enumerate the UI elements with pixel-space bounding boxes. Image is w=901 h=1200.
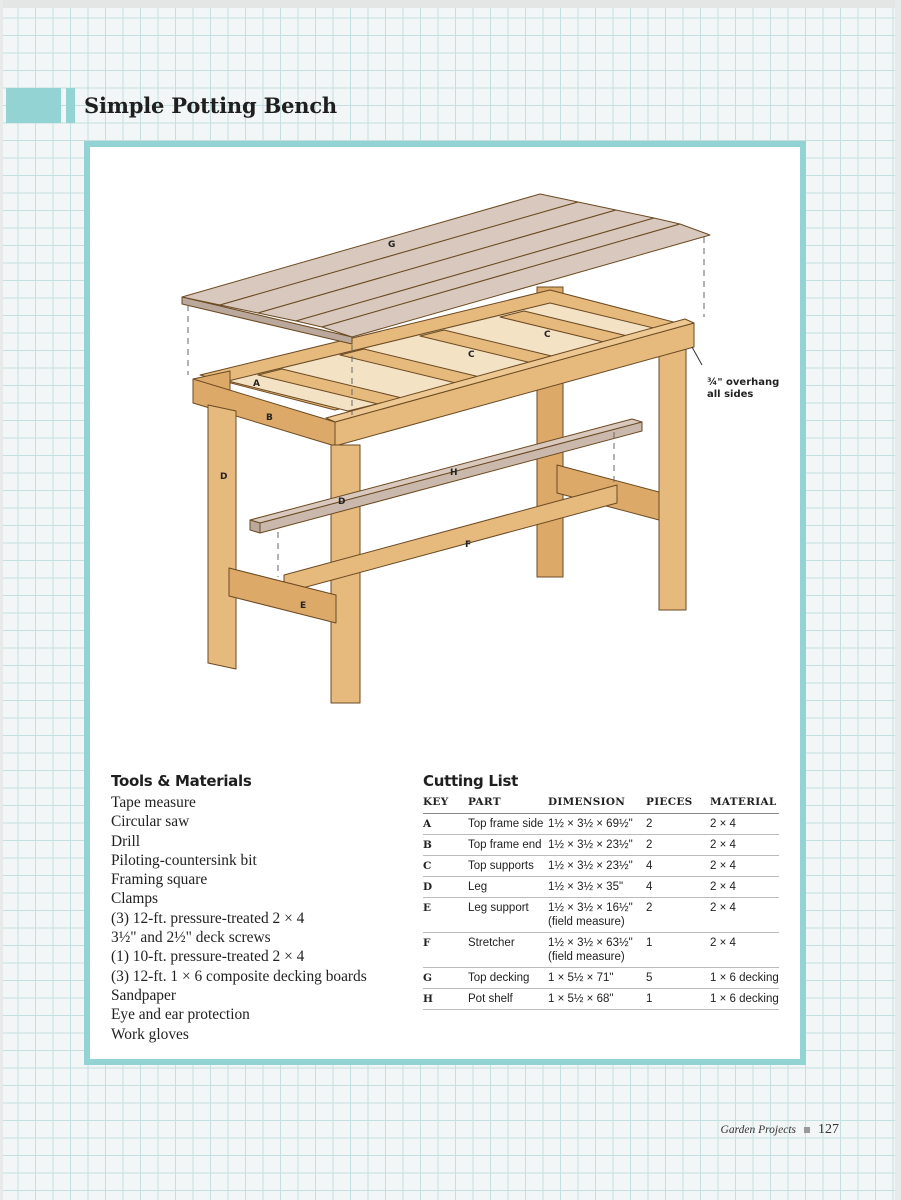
cell-pieces: 1: [646, 989, 710, 1010]
list-item: Drill: [111, 832, 141, 850]
cell-part: Stretcher: [468, 933, 548, 968]
label-c1: C: [544, 330, 551, 340]
cell-key: A: [423, 814, 468, 835]
page-number: 127: [818, 1122, 839, 1137]
overhang-annotation-line1: ¾" overhang: [707, 377, 780, 388]
cell-part: Top decking: [468, 968, 548, 989]
cell-dimension: 1½ × 3½ × 23½": [548, 856, 646, 877]
cell-material: 2 × 4: [710, 814, 779, 835]
label-e: E: [300, 601, 307, 611]
running-head: Garden Projects: [720, 1124, 796, 1136]
leg-front-left: [208, 405, 236, 669]
cell-material: 2 × 4: [710, 877, 779, 898]
column-header-dimension: DIMENSION: [548, 793, 646, 814]
cell-pieces: 2: [646, 898, 710, 933]
bench-diagram: [90, 147, 800, 747]
cell-material: 2 × 4: [710, 898, 779, 933]
table-row: [423, 898, 779, 933]
list-item: Tape measure: [111, 794, 196, 811]
footer-square-icon: [804, 1127, 810, 1133]
column-header-part: PART: [468, 793, 548, 814]
page-footer: [721, 1122, 839, 1138]
leg-back-right: [659, 342, 686, 610]
list-item: Circular saw: [111, 813, 190, 831]
table-row: [423, 933, 779, 968]
page-left-edge: [0, 0, 3, 1200]
table-row: [423, 968, 779, 989]
cutting-list-table: [423, 793, 779, 1010]
cell-key: F: [423, 933, 468, 968]
cell-dimension: 1½ × 3½ × 69½": [548, 814, 646, 835]
table-row: [423, 835, 779, 856]
column-header-material: MATERIAL: [710, 793, 779, 814]
cell-material: 2 × 4: [710, 856, 779, 877]
cell-key: E: [423, 898, 468, 933]
dimension-value: 1½ × 3½ × 16½": [548, 902, 633, 914]
tools-materials-section: [111, 772, 411, 1044]
dimension-note: (field measure): [548, 916, 625, 928]
label-b: B: [266, 413, 273, 423]
list-item: (3) 12-ft. 1 × 6 composite decking boards: [111, 967, 367, 985]
tools-list: [111, 793, 411, 1044]
list-item: 3½" and 2½" deck screws: [111, 929, 271, 947]
cell-part: Top frame side: [468, 814, 548, 835]
cutting-list-heading: Cutting List: [423, 772, 519, 790]
label-c2: C: [468, 350, 475, 360]
cell-key: C: [423, 856, 468, 877]
cell-dimension: [548, 933, 646, 968]
cell-material: 2 × 4: [710, 835, 779, 856]
list-item: Framing square: [111, 871, 208, 889]
table-row: [423, 877, 779, 898]
table-row: [423, 856, 779, 877]
cell-key: H: [423, 989, 468, 1010]
cell-key: G: [423, 968, 468, 989]
list-item: Work gloves: [111, 1025, 189, 1043]
cell-material: 2 × 4: [710, 933, 779, 968]
list-item: Piloting-countersink bit: [111, 851, 257, 869]
table-row: [423, 814, 779, 835]
content-frame: [84, 141, 806, 1065]
cell-dimension: 1 × 5½ × 68": [548, 989, 646, 1010]
table-row: [423, 989, 779, 1010]
cell-pieces: 1: [646, 933, 710, 968]
label-h: H: [450, 468, 458, 478]
column-header-key: KEY: [423, 793, 468, 814]
cell-part: Leg support: [468, 898, 548, 933]
page-top-edge: [0, 0, 901, 8]
cell-material: 1 × 6 decking: [710, 968, 779, 989]
cell-key: B: [423, 835, 468, 856]
cell-material: 1 × 6 decking: [710, 989, 779, 1010]
cell-pieces: 4: [646, 856, 710, 877]
label-d1: D: [220, 472, 228, 482]
list-item: (3) 12-ft. pressure-treated 2 × 4: [111, 909, 305, 927]
cell-part: Top supports: [468, 856, 548, 877]
cell-pieces: 2: [646, 814, 710, 835]
title-accent-stripe: [66, 88, 75, 123]
table-header-row: [423, 793, 779, 814]
list-item: Clamps: [111, 890, 159, 908]
list-item: Sandpaper: [111, 986, 176, 1004]
tools-heading: Tools & Materials: [111, 772, 252, 790]
cell-dimension: 1½ × 3½ × 23½": [548, 835, 646, 856]
list-item: Eye and ear protection: [111, 1006, 250, 1024]
list-item: (1) 10-ft. pressure-treated 2 × 4: [111, 948, 305, 966]
overhang-annotation-line2: all sides: [707, 389, 754, 400]
cell-pieces: 2: [646, 835, 710, 856]
cell-dimension: [548, 898, 646, 933]
overhang-leader: [692, 347, 702, 365]
dimension-note: (field measure): [548, 951, 625, 963]
cell-key: D: [423, 877, 468, 898]
cutting-list-section: [423, 772, 785, 1010]
title-accent-block: [6, 88, 61, 123]
cell-part: Leg: [468, 877, 548, 898]
cell-pieces: 5: [646, 968, 710, 989]
label-d2: D: [338, 497, 346, 507]
cell-pieces: 4: [646, 877, 710, 898]
page-right-edge: [895, 0, 901, 1200]
cell-dimension: 1½ × 3½ × 35": [548, 877, 646, 898]
cell-dimension: 1 × 5½ × 71": [548, 968, 646, 989]
column-header-pieces: PIECES: [646, 793, 710, 814]
dimension-value: 1½ × 3½ × 63½": [548, 937, 633, 949]
label-g: G: [388, 240, 396, 250]
cell-part: Pot shelf: [468, 989, 548, 1010]
label-f: F: [465, 540, 472, 550]
page-title: Simple Potting Bench: [84, 93, 338, 118]
cell-part: Top frame end: [468, 835, 548, 856]
label-a: A: [253, 379, 260, 389]
